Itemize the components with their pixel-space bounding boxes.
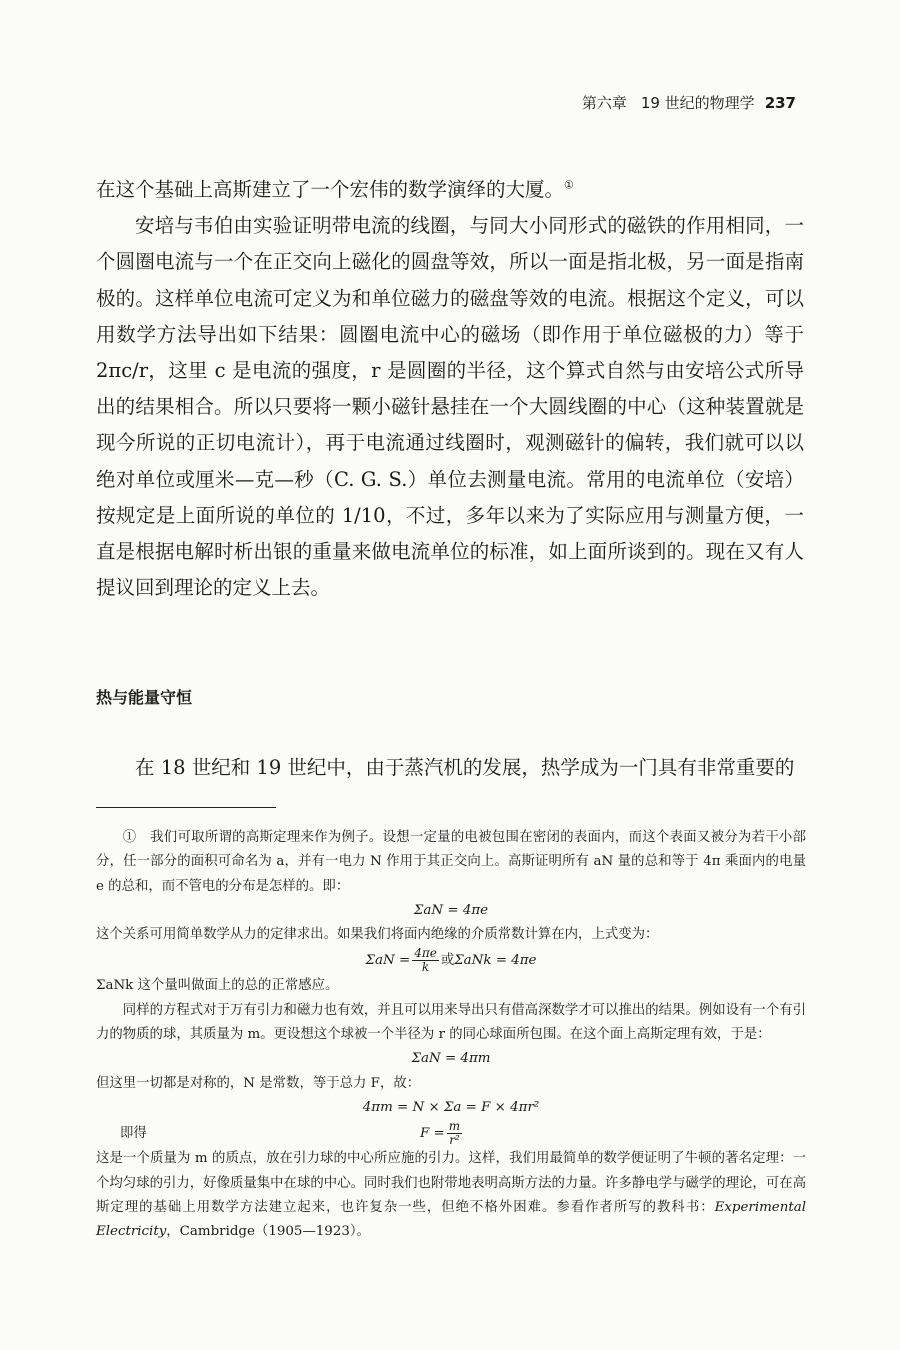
jide-label: 即得	[120, 1125, 147, 1141]
footnote-p2: 这个关系可用简单数学从力的定律求出。如果我们将面内绝缘的介质常数计算在内，上式变为：	[96, 927, 659, 943]
chapter-label: 第六章	[581, 94, 627, 112]
equation-3: ΣaN = 4πm	[411, 1051, 491, 1067]
footnote-p3: ΣaNk 这个量叫做面上的总的正常感应。	[96, 978, 339, 994]
footnote-p5: 但这里一切都是对称的，N 是常数，等于总力 F，故：	[96, 1075, 421, 1091]
book-title: Experimental Electricity	[96, 1199, 806, 1240]
equation-4: 4πm = N × Σa = F × 4πr²	[362, 1099, 540, 1115]
footnote-ref: ①	[564, 178, 574, 192]
footnote-divider	[96, 807, 276, 808]
paragraph-1: 在这个基础上高斯建立了一个宏伟的数学演绎的大厦。①	[96, 178, 574, 201]
section-heading: 热与能量守恒	[96, 688, 193, 707]
fraction: $\frac{4\pi e}{k}$	[414, 946, 437, 975]
footnote-p6: 这是一个质量为 m 的质点，放在引力球的中心所应施的引力。这样，我们用最简单的数学便证明了牛顿的著名定理：一个均匀球的引力，好像质量集中在球的中心。同时我们也附带地表明高斯方法的力量。许多静电学与磁学的理论，可在高斯定理的基础上用数学方法建立起来，也许复杂一些，但绝不格外困难。参看作者所写的教科书：Experimental Electricity，Cambridge（1905—1923）。	[96, 1151, 806, 1240]
section-paragraph: 在 18 世纪和 19 世纪中，由于蒸汽机的发展，热学成为一门具有非常重要的	[135, 756, 795, 779]
page-number: 237	[764, 94, 796, 112]
equation-2: ΣaN = $\frac{4\pi e}{k}$ 或 ΣaNk = 4πe	[365, 946, 537, 975]
paragraph-2: 安培与韦伯由实验证明带电流的线圈，与同大小同形式的磁铁的作用相同，一个圆圈电流与一个在正交向上磁化的圆盘等效，所以一面是指北极，另一面是指南极的。这样单位电流可定义为和单位磁力的磁盘等效的电流。根据这个定义，可以用数学方法导出如下结果：圆圈电流中心的磁场（即作用于单位磁极的力）等于 2πc/r，这里 c 是电流的强度，r 是圆圈的半径，这个算式自然与由安培公式所导出的结果相合。所以只要将一颗小磁针悬挂在一个大圆线圈的中心（这种装置就是现今所说的正切电流计），再于电流通过线圈时，观测磁针的偏转，我们就可以以绝对单位或厘米—克—秒（C. G. S.）单位去测量电流。常用的电流单位（安培）按规定是上面所说的单位的 1/10，不过，多年以来为了实际应用与测量方便，一直是根据电解时析出银的重量来做电流单位的标准，如上面所谈到的。现在又有人提议回到理论的定义上去。	[96, 214, 804, 600]
chapter-title: 19 世纪的物理学	[640, 94, 755, 112]
footnote	[96, 826, 806, 1244]
equation-1: ΣaN = 4πe	[413, 902, 489, 918]
footnote-p4: 同样的方程式对于万有引力和磁力也有效，并且可以用来导出只有借高深数学才可以推出的结果。例如设有一个有引力的物质的球，其质量为 m。更设想这个球被一个半径为 r 的同心球面所包围。在这个面上高斯定理有效，于是：	[96, 1002, 806, 1043]
footnote-p1: ① 我们可取所谓的高斯定理来作为例子。设想一定量的电被包围在密闭的表面内，而这个表面又被分为若干小部分，任一部分的面积可命名为 a，并有一电力 N 作用于其正交向上。高斯证明所有 aN 量的总和等于 4π 乘面内的电量 e 的总和，而不管电的分布是怎样的。即：	[96, 830, 806, 894]
fraction: $\frac{m}{\text{r²}}$	[448, 1119, 461, 1148]
main-text	[96, 172, 804, 606]
equation-5-row: 即得 F = $\frac{m}{\text{r²}}$	[120, 1119, 461, 1148]
running-header	[582, 92, 796, 113]
section-text	[96, 750, 804, 786]
